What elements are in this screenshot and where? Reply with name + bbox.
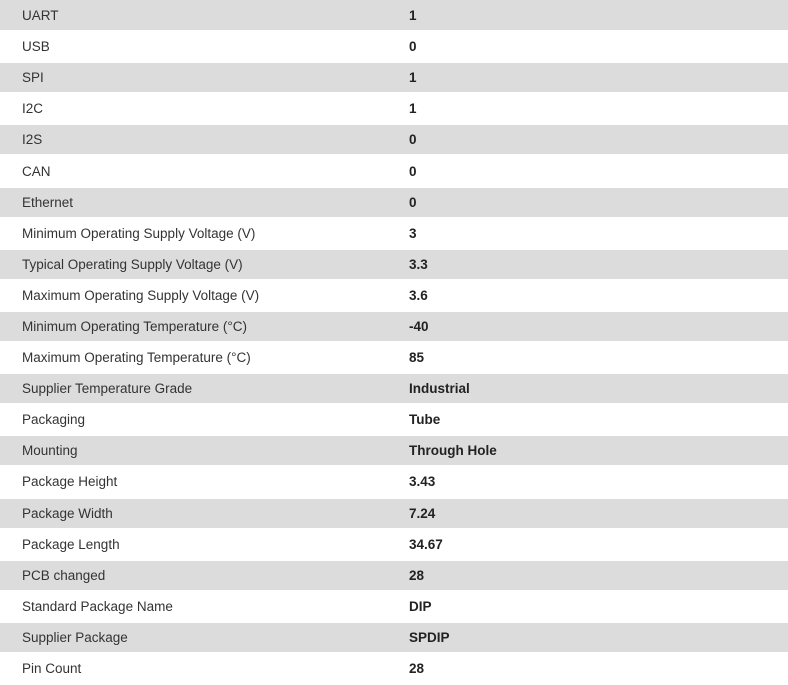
spec-row [0,62,788,93]
spec-label: Supplier Package [0,622,387,653]
spec-label: UART [0,0,387,31]
spec-label: I2C [0,93,387,124]
spec-value: DIP [387,591,788,622]
spec-row [0,187,788,218]
spec-row [0,591,788,622]
spec-row [0,0,788,31]
spec-value: Tube [387,404,788,435]
spec-row [0,435,788,466]
spec-value: 0 [387,124,788,155]
spec-row [0,342,788,373]
spec-row [0,155,788,186]
spec-row [0,373,788,404]
spec-row [0,249,788,280]
spec-value: 3 [387,218,788,249]
spec-label: SPI [0,62,387,93]
spec-row [0,560,788,591]
spec-value: 85 [387,342,788,373]
spec-label: Supplier Temperature Grade [0,373,387,404]
spec-label: Minimum Operating Supply Voltage (V) [0,218,387,249]
spec-value: 3.3 [387,249,788,280]
spec-value: 1 [387,0,788,31]
spec-value: SPDIP [387,622,788,653]
spec-label: Package Length [0,529,387,560]
spec-row [0,31,788,62]
spec-label: CAN [0,155,387,186]
spec-value: -40 [387,311,788,342]
spec-label: PCB changed [0,560,387,591]
spec-value: 7.24 [387,498,788,529]
spec-row [0,218,788,249]
spec-value: Industrial [387,373,788,404]
spec-label: Maximum Operating Supply Voltage (V) [0,280,387,311]
spec-value: Through Hole [387,435,788,466]
spec-row [0,93,788,124]
spec-label: Minimum Operating Temperature (°C) [0,311,387,342]
spec-label: Maximum Operating Temperature (°C) [0,342,387,373]
spec-value: 0 [387,187,788,218]
spec-label: Ethernet [0,187,387,218]
spec-row [0,311,788,342]
spec-label: Standard Package Name [0,591,387,622]
spec-label: Pin Count [0,653,387,684]
spec-label: Package Height [0,466,387,497]
spec-label: I2S [0,124,387,155]
spec-value: 34.67 [387,529,788,560]
spec-value: 3.43 [387,466,788,497]
spec-row [0,280,788,311]
spec-value: 28 [387,560,788,591]
spec-value: 28 [387,653,788,684]
spec-value: 3.6 [387,280,788,311]
spec-row [0,622,788,653]
spec-row [0,498,788,529]
spec-label: Package Width [0,498,387,529]
spec-label: Packaging [0,404,387,435]
spec-row [0,466,788,497]
spec-row [0,124,788,155]
spec-label: Typical Operating Supply Voltage (V) [0,249,387,280]
spec-value: 0 [387,155,788,186]
spec-row [0,529,788,560]
spec-row [0,404,788,435]
spec-label: Mounting [0,435,387,466]
spec-value: 1 [387,93,788,124]
spec-label: USB [0,31,387,62]
spec-value: 1 [387,62,788,93]
spec-value: 0 [387,31,788,62]
spec-row [0,653,788,684]
